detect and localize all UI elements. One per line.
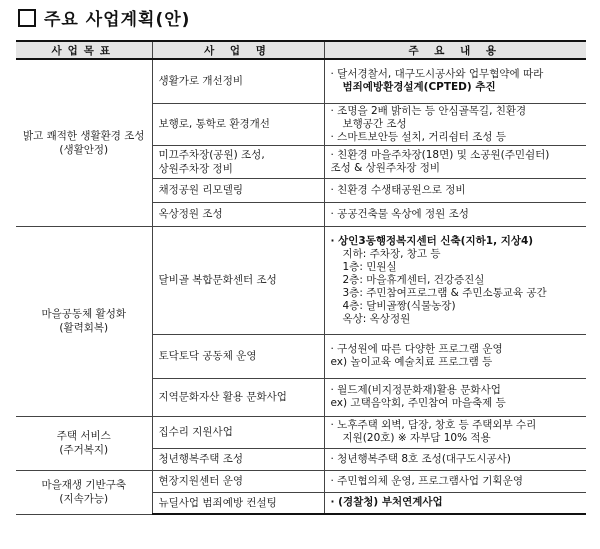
goal-cell: 마을공동체 활성화 (활력회복) <box>16 226 152 416</box>
content-cell: · 청년행복주택 8호 조성(대구도시공사) <box>324 448 586 470</box>
header-project: 사 업 명 <box>152 41 324 59</box>
table-row <box>16 226 586 334</box>
goal-cell: 마을재생 기반구축 (지속가능) <box>16 470 152 514</box>
project-cell: 채정공원 리모델링 <box>152 178 324 202</box>
title-text: 주요 사업계획(안) <box>44 10 191 30</box>
content-cell: · (경찰청) 부처연계사업 <box>324 492 586 514</box>
content-cell: · 달서경찰서, 대구도시공사와 업무협약에 따라 범죄예방환경설계(CPTED) 추진 <box>324 59 586 103</box>
content-cell: · 주민협의체 운영, 프로그램사업 기획운영 <box>324 470 586 492</box>
project-cell: 집수리 지원사업 <box>152 416 324 448</box>
table-header-row <box>16 41 586 59</box>
content-cell: · 친환경 마을주차장(18면) 및 소공원(주민쉼터) 조성 & 상원주차장 정비 <box>324 145 586 178</box>
project-cell: 뉴딜사업 범죄예방 컨설팅 <box>152 492 324 514</box>
content-cell: · 친환경 수생태공원으로 정비 <box>324 178 586 202</box>
table-row <box>16 59 586 103</box>
table-row <box>16 470 586 492</box>
content-cell: · 공공건축물 옥상에 정원 조성 <box>324 202 586 226</box>
checkbox-square-icon <box>18 9 36 27</box>
project-cell: 미끄주차장(공원) 조성, 상원주차장 정비 <box>152 145 324 178</box>
section-title <box>18 5 190 30</box>
content-cell: · 월드제(비지정문화재)활용 문화사업 ex) 고택음악회, 주민참여 마을축제 등 <box>324 378 586 416</box>
content-cell: · 조명을 2배 밝히는 등 안심골목길, 친환경 보행공간 조성 · 스마트보안등 설치, 거리쉼터 조성 등 <box>324 103 586 145</box>
header-goal: 사업목표 <box>16 41 152 59</box>
project-cell: 토닥토닥 공동체 운영 <box>152 334 324 378</box>
business-plan-table <box>16 40 586 515</box>
project-cell: 청년행복주택 조성 <box>152 448 324 470</box>
content-cell: · 노후주택 외벽, 담장, 창호 등 주택외부 수리 지원(20호) ※ 자부담 10% 적용 <box>324 416 586 448</box>
content-cell: · 구성원에 따른 다양한 프로그램 운영 ex) 놀이교육 예술치료 프로그램 등 <box>324 334 586 378</box>
project-cell: 보행로, 통학로 환경개선 <box>152 103 324 145</box>
goal-cell: 밝고 쾌적한 생활환경 조성 (생활안정) <box>16 59 152 226</box>
project-cell: 옥상정원 조성 <box>152 202 324 226</box>
project-cell: 현장지원센터 운영 <box>152 470 324 492</box>
project-cell: 지역문화자산 활용 문화사업 <box>152 378 324 416</box>
header-content: 주 요 내 용 <box>324 41 586 59</box>
content-cell: · 상인3동행정복지센터 신축(지하1, 지상4) 지하: 주차장, 창고 등 1층: 민원실 2층: 마을휴게센터, 건강증진실 3층: 주민참여프로그램 & 주민소통교육 공간 4층: 달비골짱(식물농장) 옥상: 옥상정원 <box>324 226 586 334</box>
table-row <box>16 416 586 448</box>
project-cell: 달비골 복합문화센터 조성 <box>152 226 324 334</box>
goal-cell: 주택 서비스 (주거복지) <box>16 416 152 470</box>
project-cell: 생활가로 개선정비 <box>152 59 324 103</box>
